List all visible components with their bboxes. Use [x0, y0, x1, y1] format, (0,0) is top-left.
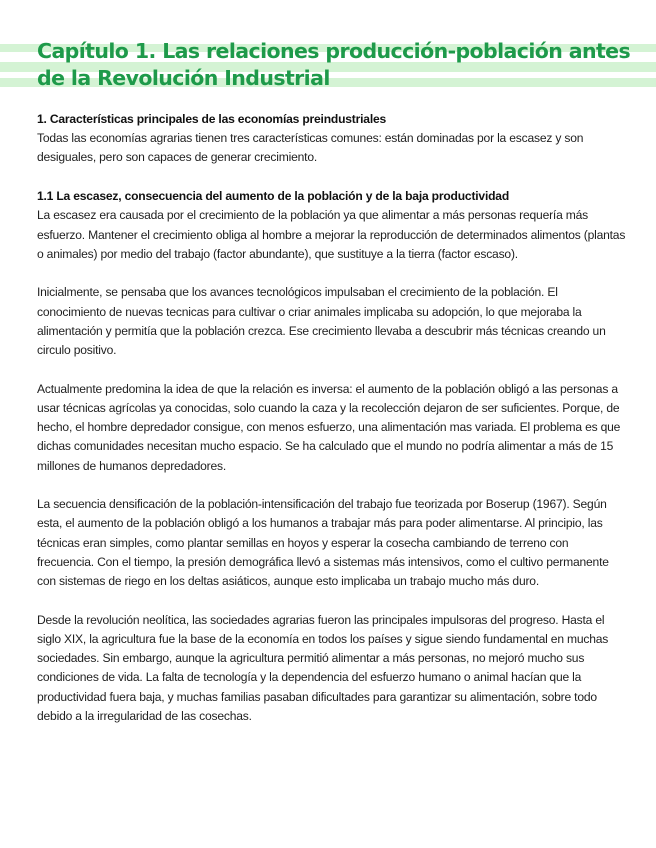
document-body — [37, 110, 627, 726]
chapter-title: Capítulo 1. Las relaciones producción-población antes de la Revolución Industrial — [37, 39, 631, 90]
section-heading-1: 1. Características principales de las economías preindustriales — [37, 112, 387, 126]
paragraph-boserup: La secuencia densificación de la población-intensificación del trabajo fue teorizada por Boserup (1967). Según esta, el aumento de la población obligó a los humanos a trabajar más para poder alimentarse. Al principio, las técnicas eran simples, como plantar semillas en hoyos y esperar la cosecha cambiando de terreno con frecuencia. Con el tiempo, la presión demográfica llevó a sistemas más intensivos, como el cultivo permanente con sistemas de riego en los deltas asiáticos, aunque esto implicaba un trabajo mucho más duro. — [37, 497, 609, 589]
paragraph-scarcity: La escasez era causada por el crecimiento de la población ya que alimentar a más personas requería más esfuerzo. Mantener el crecimiento obliga al hombre a mejorar la reproducción de determinados alimentos (plantas o animales) por medio del trabajo (factor abundante), que sustituye a la tierra (factor escaso). — [37, 208, 626, 261]
paragraph-agrarian-societies: Desde la revolución neolítica, las sociedades agrarias fueron las principales impulsoras del progreso. Hasta el siglo XIX, la agricultura fue la base de la economía en todos los países y sigue siendo fundamental en muchas sociedades. Sin embargo, aunque la agricultura permitió alimentar a más personas, no mejoró mucho sus condiciones de vida. La falta de tecnología y la dependencia del esfuerzo humano o animal hacían que la productividad fuera baja, y muchas familias pasaban dificultades para garantizar su alimentación, sobre todo debido a la irregularidad de las cosechas. — [37, 612, 609, 723]
section-heading-1-1: 1.1 La escasez, consecuencia del aumento de la población y de la baja productividad — [37, 189, 510, 204]
section-1-paragraph: Todas las economías agrarias tienen tres características comunes: están dominadas por la escasez y son desiguales, pero son capaces de generar crecimiento. — [37, 131, 584, 165]
paragraph-technology-view: Inicialmente, se pensaba que los avances tecnológicos impulsaban el crecimiento de la población. El conocimiento de nuevas tecnicas para cultivar o criar animales implicaba su adopción, lo que mejoraba la alimentación y permitía que la población crezca. Ese crecimiento llevaba a descubrir más técnicas creando un circulo positivo. — [37, 285, 606, 358]
paragraph-inverse-relation: Actualmente predomina la idea de que la relación es inversa: el aumento de la población obligó a las personas a usar técnicas agrícolas ya conocidas, solo cuando la caza y la recolección dejaron de ser suficientes. Porque, de hecho, el hombre depredador consigue, con menos esfuerzo, una alimentación mas variada. El problema es que dichas comunidades necesitan mucho espacio. Se ha calculado que el mundo no podría alimentar a más de 15 millones de humanos depredadores. — [37, 381, 621, 473]
